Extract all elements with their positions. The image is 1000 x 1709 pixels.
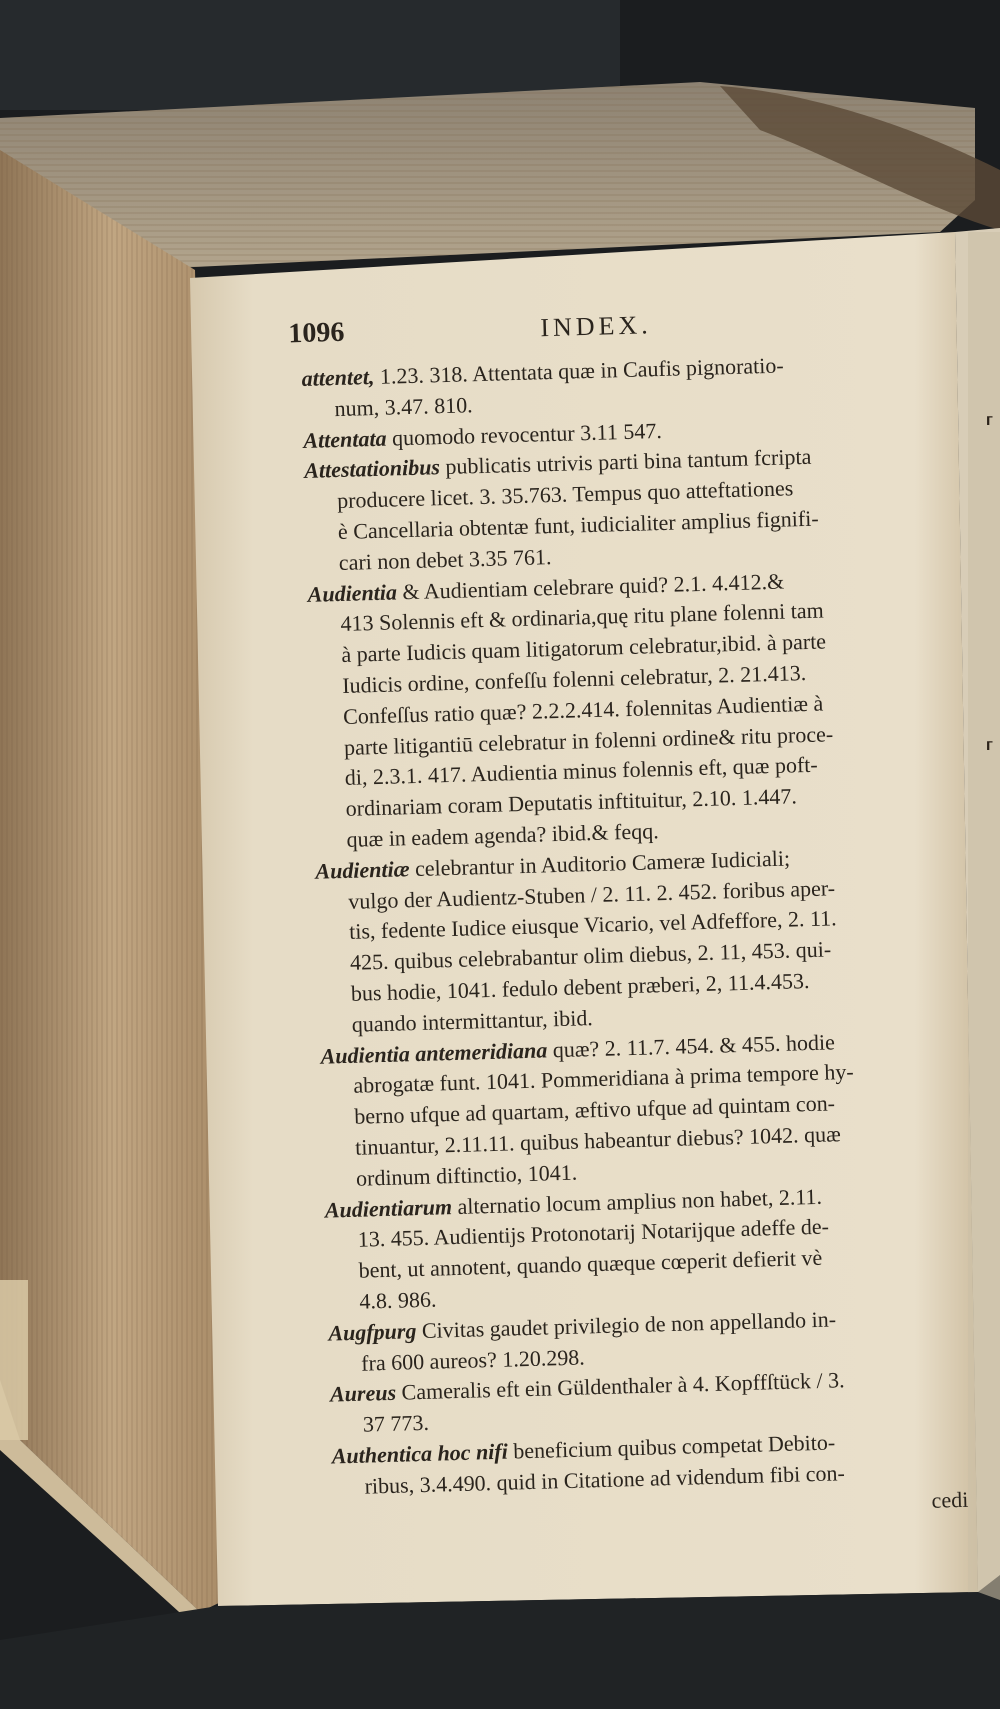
- entry-text: num, 3.47. 810.: [334, 392, 473, 421]
- index-entries: [301, 346, 978, 1503]
- margin-mark: ⸢: [985, 415, 995, 441]
- entry-text: è Cancellaria obtentæ funt, iudicialiter amplius fignifi-: [337, 505, 819, 545]
- entry-text: & Audientiam celebrare quid? 2.1. 4.412.&: [396, 568, 785, 604]
- running-head: INDEX.: [539, 310, 653, 343]
- entry-text: vulgo der Audientz-Stuben / 2. 11. 2. 452. foribus aper-: [347, 874, 836, 914]
- entry-text: cari non debet 3.35 761.: [338, 543, 552, 575]
- entry-text: berno ufque ad quartam, æftivo ufque ad quintam con-: [353, 1090, 836, 1129]
- entry-text: producere licet. 3. 35.763. Tempus quo atteftationes: [336, 475, 794, 514]
- entry-headword: Audientiæ: [315, 855, 410, 884]
- entry-text: quando intermittantur, ibid.: [351, 1004, 594, 1037]
- entry-text: 13. 455. Audientijs Protonotarij Notarijque adeffe de-: [357, 1213, 830, 1253]
- entry-text: beneficium quibus competat Debito-: [507, 1429, 836, 1464]
- entry-headword: Authentica hoc nifi: [331, 1438, 509, 1469]
- entry-text: 413 Solennis eft & ordinaria,quę ritu plane folenni tam: [340, 597, 824, 637]
- entry-text: ordinariam coram Deputatis inftituitur, 2.10. 1.447.: [345, 783, 798, 822]
- entry-text: 1.23. 318. Attentata quæ in Caufis pignoratio-: [374, 352, 784, 389]
- entry-text: quæ? 2. 11.7. 454. & 455. hodie: [546, 1028, 836, 1062]
- index-entry: [315, 839, 965, 1042]
- entry-text: Civitas gaudet privilegio de non appellando in-: [416, 1306, 837, 1343]
- entry-headword: Augfpurg: [327, 1317, 417, 1346]
- entry-text: celebrantur in Auditorio Cameræ Iudiciali;: [409, 845, 791, 881]
- entry-headword: attentet,: [301, 363, 375, 391]
- bookmark-strip: [0, 1280, 28, 1440]
- entry-headword: Audientia antemeridiana: [320, 1036, 548, 1069]
- entry-headword: Audientia: [307, 578, 398, 607]
- entry-text: à parte Iudicis quam litigatorum celebratur,ibid. à parte: [341, 628, 827, 668]
- entry-text: tis, fedente Iudice eiusque Vicario, vel Adfeffore, 2. 11.: [348, 905, 837, 945]
- entry-text: 37 773.: [362, 1409, 430, 1437]
- entry-text: 425. quibus celebrabantur olim diebus, 2. 11, 453. qui-: [349, 936, 832, 975]
- entry-text: Cameralis eft ein Güldenthaler à 4. Kopffſtück / 3.: [395, 1367, 845, 1406]
- entry-text: tinuantur, 2.11.11. quibus habeantur diebus? 1042. quæ: [354, 1121, 842, 1160]
- entry-text: bus hodie, 1041. fedulo debent præberi, 2, 11.4.453.: [350, 967, 810, 1006]
- index-entry: [307, 561, 959, 856]
- entry-text: fra 600 aureos? 1.20.298.: [360, 1343, 586, 1376]
- entry-headword: Aureus: [329, 1380, 397, 1407]
- page-number: 1096: [288, 316, 345, 350]
- margin-mark: ⸢: [985, 740, 995, 766]
- entry-text: Iudicis ordine, confeſſu folenni celebratur, 2. 21.413.: [341, 659, 807, 698]
- entry-text: bent, ut annotent, quando quæque cœperit defierit vè: [358, 1244, 823, 1283]
- entry-headword: Attestationibus: [303, 454, 441, 484]
- entry-text: alternatio locum amplius non habet, 2.11.: [451, 1183, 823, 1219]
- entry-text: ordinum diftinctio, 1041.: [355, 1159, 578, 1191]
- index-entry: [304, 438, 952, 579]
- entry-text: publicatis utrivis parti bina tantum fcripta: [439, 444, 812, 480]
- entry-text: quæ in eadem agenda? ibid.& feqq.: [346, 818, 659, 852]
- entry-text: 4.8. 986.: [359, 1286, 437, 1314]
- catchword: cedi: [931, 1487, 969, 1514]
- page-text-block: [288, 300, 979, 1534]
- index-entry: [320, 1023, 969, 1195]
- entry-text: Confeſſus ratio quæ? 2.2.2.414. folennitas Audientiæ à: [342, 690, 824, 729]
- entry-headword: Audientiarum: [324, 1193, 453, 1223]
- entry-headword: Attentata: [303, 425, 387, 453]
- entry-text: di, 2.3.1. 417. Audientia minus folennis eft, quæ poft-: [344, 752, 818, 791]
- entry-text: abrogatæ funt. 1041. Pommeridiana à prima tempore hy-: [353, 1059, 854, 1099]
- index-entry: [325, 1177, 973, 1318]
- entry-text: ribus, 3.4.490. quid in Citatione ad videndum fibi con-: [364, 1459, 846, 1499]
- entry-text: parte litigantiū celebratur in folenni ordine& ritu proce-: [343, 720, 834, 760]
- entry-text: quomodo revocentur 3.11 547.: [386, 417, 663, 451]
